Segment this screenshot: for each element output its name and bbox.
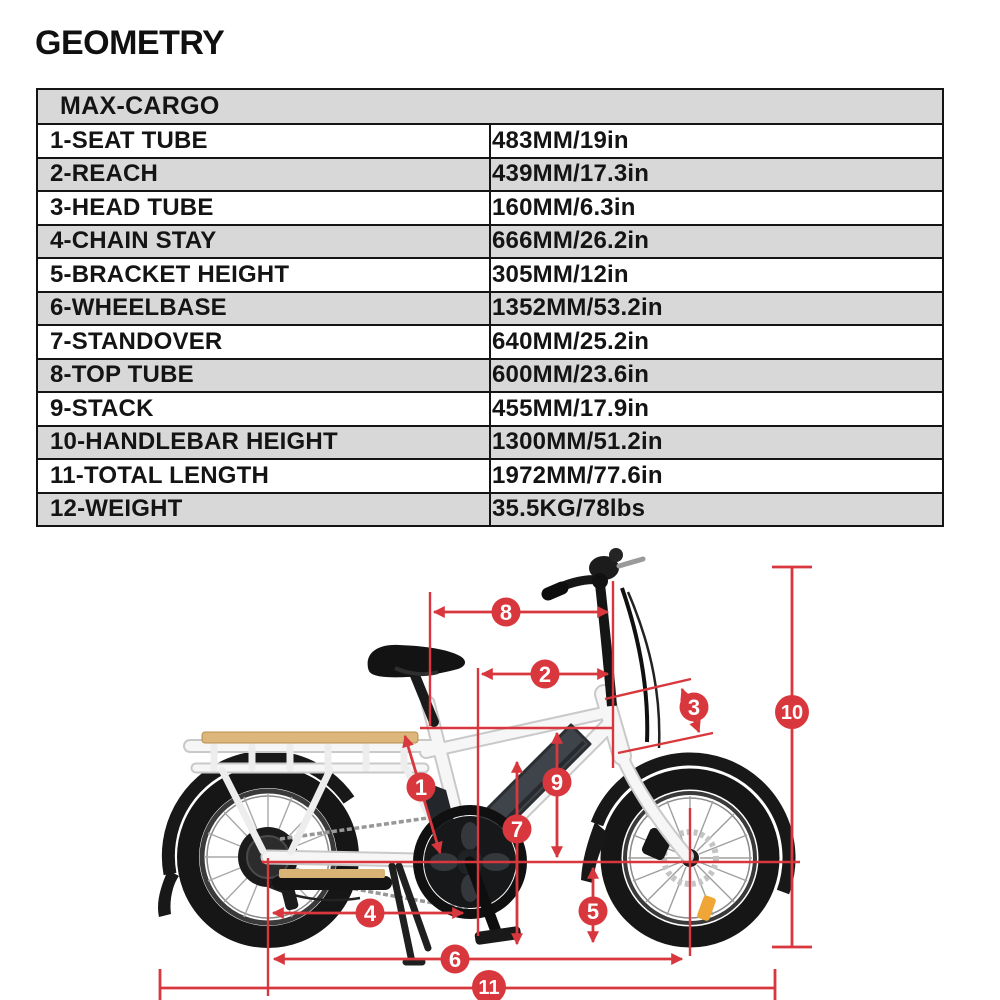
table-row: [37, 124, 943, 158]
table-header-row: [37, 89, 943, 124]
dimension-badge-4: [356, 899, 385, 928]
dimension-badge-2: [531, 660, 560, 689]
svg-text:11: 11: [478, 977, 500, 1000]
spec-value: 160MM/6.3in: [490, 191, 943, 225]
spec-label: 12-WEIGHT: [37, 493, 490, 527]
ext-line-headtube-top: [605, 679, 691, 699]
svg-text:8: 8: [499, 599, 513, 625]
running-board: [272, 876, 392, 890]
spec-value: 439MM/17.3in: [490, 158, 943, 192]
brake-lever: [619, 559, 643, 566]
spec-value: 483MM/19in: [490, 124, 943, 158]
spec-label: 7-STANDOVER: [37, 325, 490, 359]
spec-label: 2-REACH: [37, 158, 490, 192]
spec-label: 9-STACK: [37, 392, 490, 426]
geometry-table: [36, 88, 944, 527]
running-board-wood: [279, 869, 385, 878]
spec-label: 3-HEAD TUBE: [37, 191, 490, 225]
table-header-label: MAX-CARGO: [37, 89, 943, 124]
table-row: [37, 493, 943, 527]
dimension-badge-10: [775, 695, 809, 729]
table-row: [37, 191, 943, 225]
spec-value: 1300MM/51.2in: [490, 426, 943, 460]
table-row: [37, 359, 943, 393]
svg-text:4: 4: [363, 900, 377, 926]
svg-text:2: 2: [538, 661, 552, 687]
spec-value: 1972MM/77.6in: [490, 459, 943, 493]
geometry-table-body: [37, 124, 943, 526]
table-row: [37, 292, 943, 326]
spec-value: 305MM/12in: [490, 258, 943, 292]
dimension-badge-3: [680, 693, 709, 722]
geometry-table-head: [37, 89, 943, 124]
page-title: GEOMETRY: [35, 24, 225, 62]
table-row: [37, 158, 943, 192]
dim-total-length: [160, 969, 775, 1000]
spec-label: 8-TOP TUBE: [37, 359, 490, 393]
bike-geometry-diagram: [0, 540, 1000, 1000]
table-row: [37, 258, 943, 292]
saddle-assembly: [368, 645, 465, 722]
dimension-badge-11: [472, 970, 506, 1000]
dimension-badge-1: [407, 773, 436, 802]
spec-label: 6-WHEELBASE: [37, 292, 490, 326]
svg-text:6: 6: [448, 946, 462, 972]
svg-text:5: 5: [586, 898, 600, 924]
ext-line-headtube-bottom: [618, 733, 713, 753]
svg-text:9: 9: [550, 769, 564, 795]
spec-value: 455MM/17.9in: [490, 392, 943, 426]
dimension-badge-5: [579, 897, 608, 926]
table-row: [37, 325, 943, 359]
cargo-deck: [202, 732, 418, 743]
bike-photo: [158, 548, 789, 962]
spec-label: 4-CHAIN STAY: [37, 225, 490, 259]
spec-value: 600MM/23.6in: [490, 359, 943, 393]
table-row: [37, 392, 943, 426]
spec-value: 35.5KG/78lbs: [490, 493, 943, 527]
svg-text:1: 1: [414, 774, 428, 800]
spec-label: 11-TOTAL LENGTH: [37, 459, 490, 493]
spec-value: 1352MM/53.2in: [490, 292, 943, 326]
dimension-badge-6: [441, 945, 470, 974]
grip: [548, 588, 562, 594]
svg-text:7: 7: [510, 816, 524, 842]
dimension-badge-7: [503, 815, 532, 844]
spec-label: 1-SEAT TUBE: [37, 124, 490, 158]
table-row: [37, 426, 943, 460]
spec-value: 640MM/25.2in: [490, 325, 943, 359]
spec-value: 666MM/26.2in: [490, 225, 943, 259]
dimension-badge-8: [492, 598, 521, 627]
svg-text:3: 3: [687, 694, 701, 720]
bell: [609, 548, 623, 562]
table-row: [37, 225, 943, 259]
spec-label: 10-HANDLEBAR HEIGHT: [37, 426, 490, 460]
dimension-badge-9: [543, 768, 572, 797]
table-row: [37, 459, 943, 493]
spec-label: 5-BRACKET HEIGHT: [37, 258, 490, 292]
svg-text:10: 10: [780, 702, 804, 725]
